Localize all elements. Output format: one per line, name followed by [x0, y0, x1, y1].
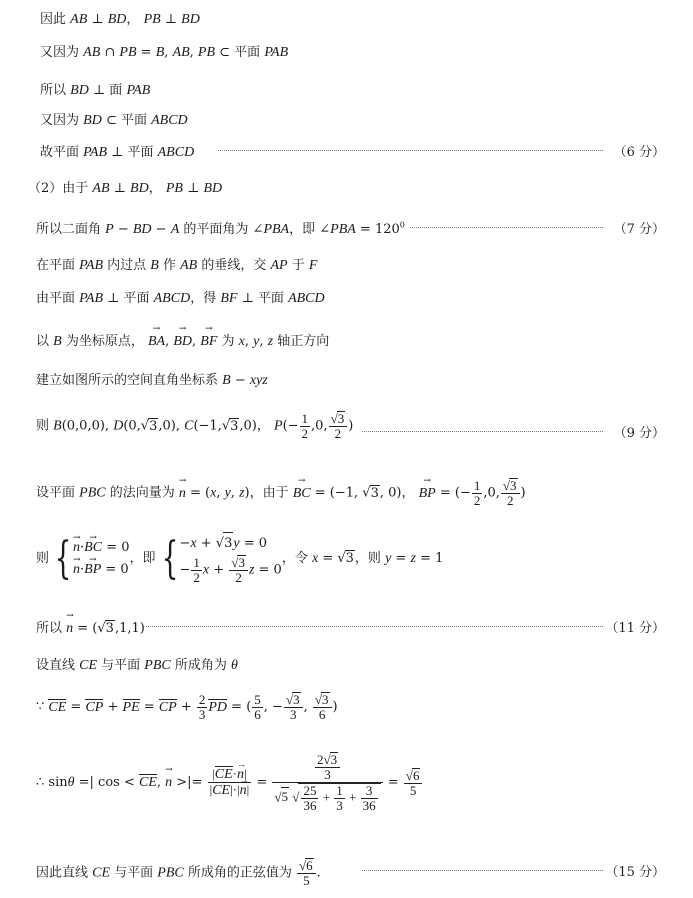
score-9: （9 分）	[613, 426, 665, 441]
leader-dots	[362, 870, 603, 871]
leader-dots	[410, 227, 603, 228]
leader-dots	[362, 431, 603, 432]
score-15: （15 分）	[605, 865, 665, 880]
score-7: （7 分）	[613, 222, 665, 237]
leader-dots	[218, 150, 603, 151]
score-6: （6 分）	[613, 145, 665, 160]
leader-dots	[146, 626, 603, 627]
score-11: （11 分）	[605, 621, 665, 636]
